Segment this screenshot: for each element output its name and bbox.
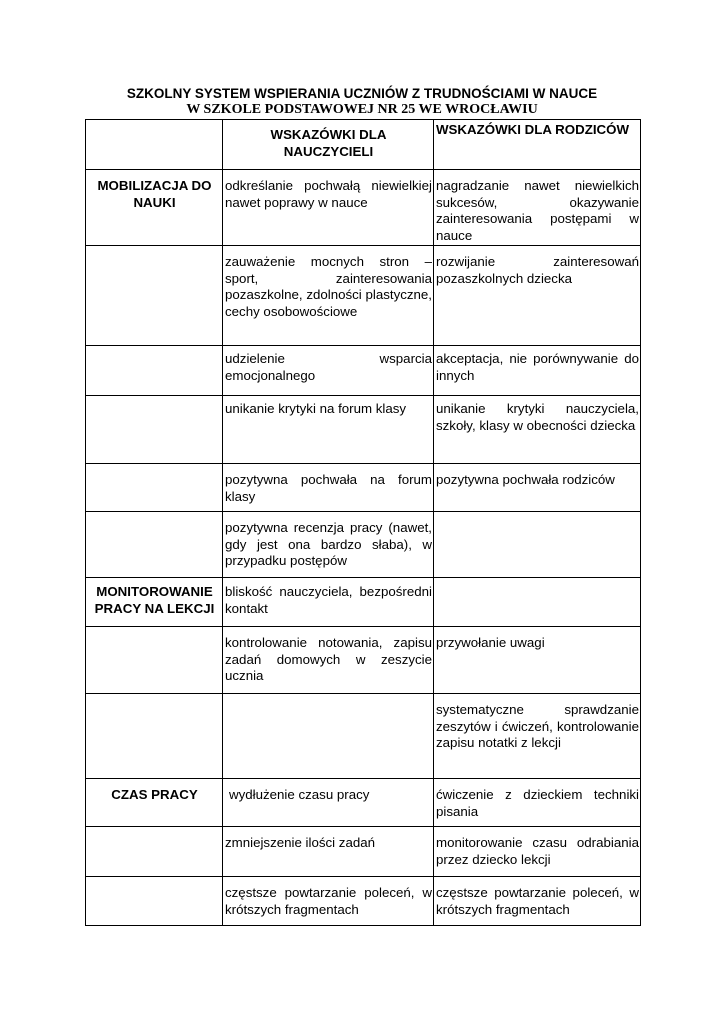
table-row — [86, 346, 641, 396]
teacher-tip — [223, 694, 434, 779]
table-row — [86, 694, 641, 779]
teacher-tip: kontrolowanie notowania, zapisu zadań domowych w zeszycie ucznia — [223, 627, 434, 694]
parent-tip: nagradzanie nawet niewielkich sukcesów, okazywanie zainteresowania postępami w nauce — [434, 170, 641, 246]
teacher-tip: unikanie krytyki na forum klasy — [223, 396, 434, 464]
empty-section-cell — [86, 827, 223, 877]
teacher-tip: pozytywna recenzja pracy (nawet, gdy jest ona bardzo słaba), w przypadku postępów — [223, 512, 434, 578]
teacher-tip: częstsze powtarzanie poleceń, w krótszych fragmentach — [223, 877, 434, 926]
header-parents: WSKAZÓWKI DLA RODZICÓW — [434, 120, 641, 170]
table-row — [86, 512, 641, 578]
table-row — [86, 627, 641, 694]
parent-tip: systematyczne sprawdzanie zeszytów i ćwiczeń, kontrolowanie zapisu notatki z lekcji — [434, 694, 641, 779]
empty-section-cell — [86, 512, 223, 578]
table-row — [86, 779, 641, 827]
teacher-tip: bliskość nauczyciela, bezpośredni kontakt — [223, 578, 434, 627]
section-mobilization: MOBILIZACJA DO NAUKI — [86, 170, 223, 246]
teacher-tip: zmniejszenie ilości zadań — [223, 827, 434, 877]
header-empty-cell — [86, 120, 223, 170]
teacher-tip: odkreślanie pochwałą niewielkiej nawet poprawy w nauce — [223, 170, 434, 246]
parent-tip — [434, 512, 641, 578]
parent-tip: monitorowanie czasu odrabiania przez dziecko lekcji — [434, 827, 641, 877]
empty-section-cell — [86, 694, 223, 779]
empty-section-cell — [86, 396, 223, 464]
teacher-tip: zauważenie mocnych stron – sport, zainteresowania pozaszkolne, zdolności plastyczne, cechy osobowościowe — [223, 246, 434, 346]
table-row — [86, 396, 641, 464]
section-monitoring: MONITOROWANIE PRACY NA LEKCJI — [86, 578, 223, 627]
table-row — [86, 170, 641, 246]
parent-tip: unikanie krytyki nauczyciela, szkoły, klasy w obecności dziecka — [434, 396, 641, 464]
parent-tip: rozwijanie zainteresowań pozaszkolnych dziecka — [434, 246, 641, 346]
table-row — [86, 877, 641, 926]
empty-section-cell — [86, 464, 223, 512]
table-row — [86, 246, 641, 346]
section-work-time: CZAS PRACY — [86, 779, 223, 827]
table-row — [86, 464, 641, 512]
document-title: SZKOLNY SYSTEM WSPIERANIA UCZNIÓW Z TRUDNOŚCIAMI W NAUCE — [126, 86, 598, 101]
table-row — [86, 827, 641, 877]
header-row — [86, 120, 641, 170]
parent-tip: akceptacja, nie porównywanie do innych — [434, 346, 641, 396]
document-subtitle: W SZKOLE PODSTAWOWEJ NR 25 WE WROCŁAWIU — [186, 102, 538, 117]
parent-tip — [434, 578, 641, 627]
parent-tip: ćwiczenie z dzieckiem techniki pisania — [434, 779, 641, 827]
teacher-tip: udzielenie wsparcia emocjonalnego — [223, 346, 434, 396]
parent-tip: częstsze powtarzanie poleceń, w krótszych fragmentach — [434, 877, 641, 926]
empty-section-cell — [86, 346, 223, 396]
teacher-tip: wydłużenie czasu pracy — [223, 779, 434, 827]
empty-section-cell — [86, 246, 223, 346]
teacher-tip: pozytywna pochwała na forum klasy — [223, 464, 434, 512]
guidelines-table — [85, 119, 641, 926]
empty-section-cell — [86, 877, 223, 926]
header-teachers: WSKAZÓWKI DLA NAUCZYCIELI — [223, 120, 434, 170]
parent-tip: przywołanie uwagi — [434, 627, 641, 694]
parent-tip: pozytywna pochwała rodziców — [434, 464, 641, 512]
empty-section-cell — [86, 627, 223, 694]
table-row — [86, 578, 641, 627]
